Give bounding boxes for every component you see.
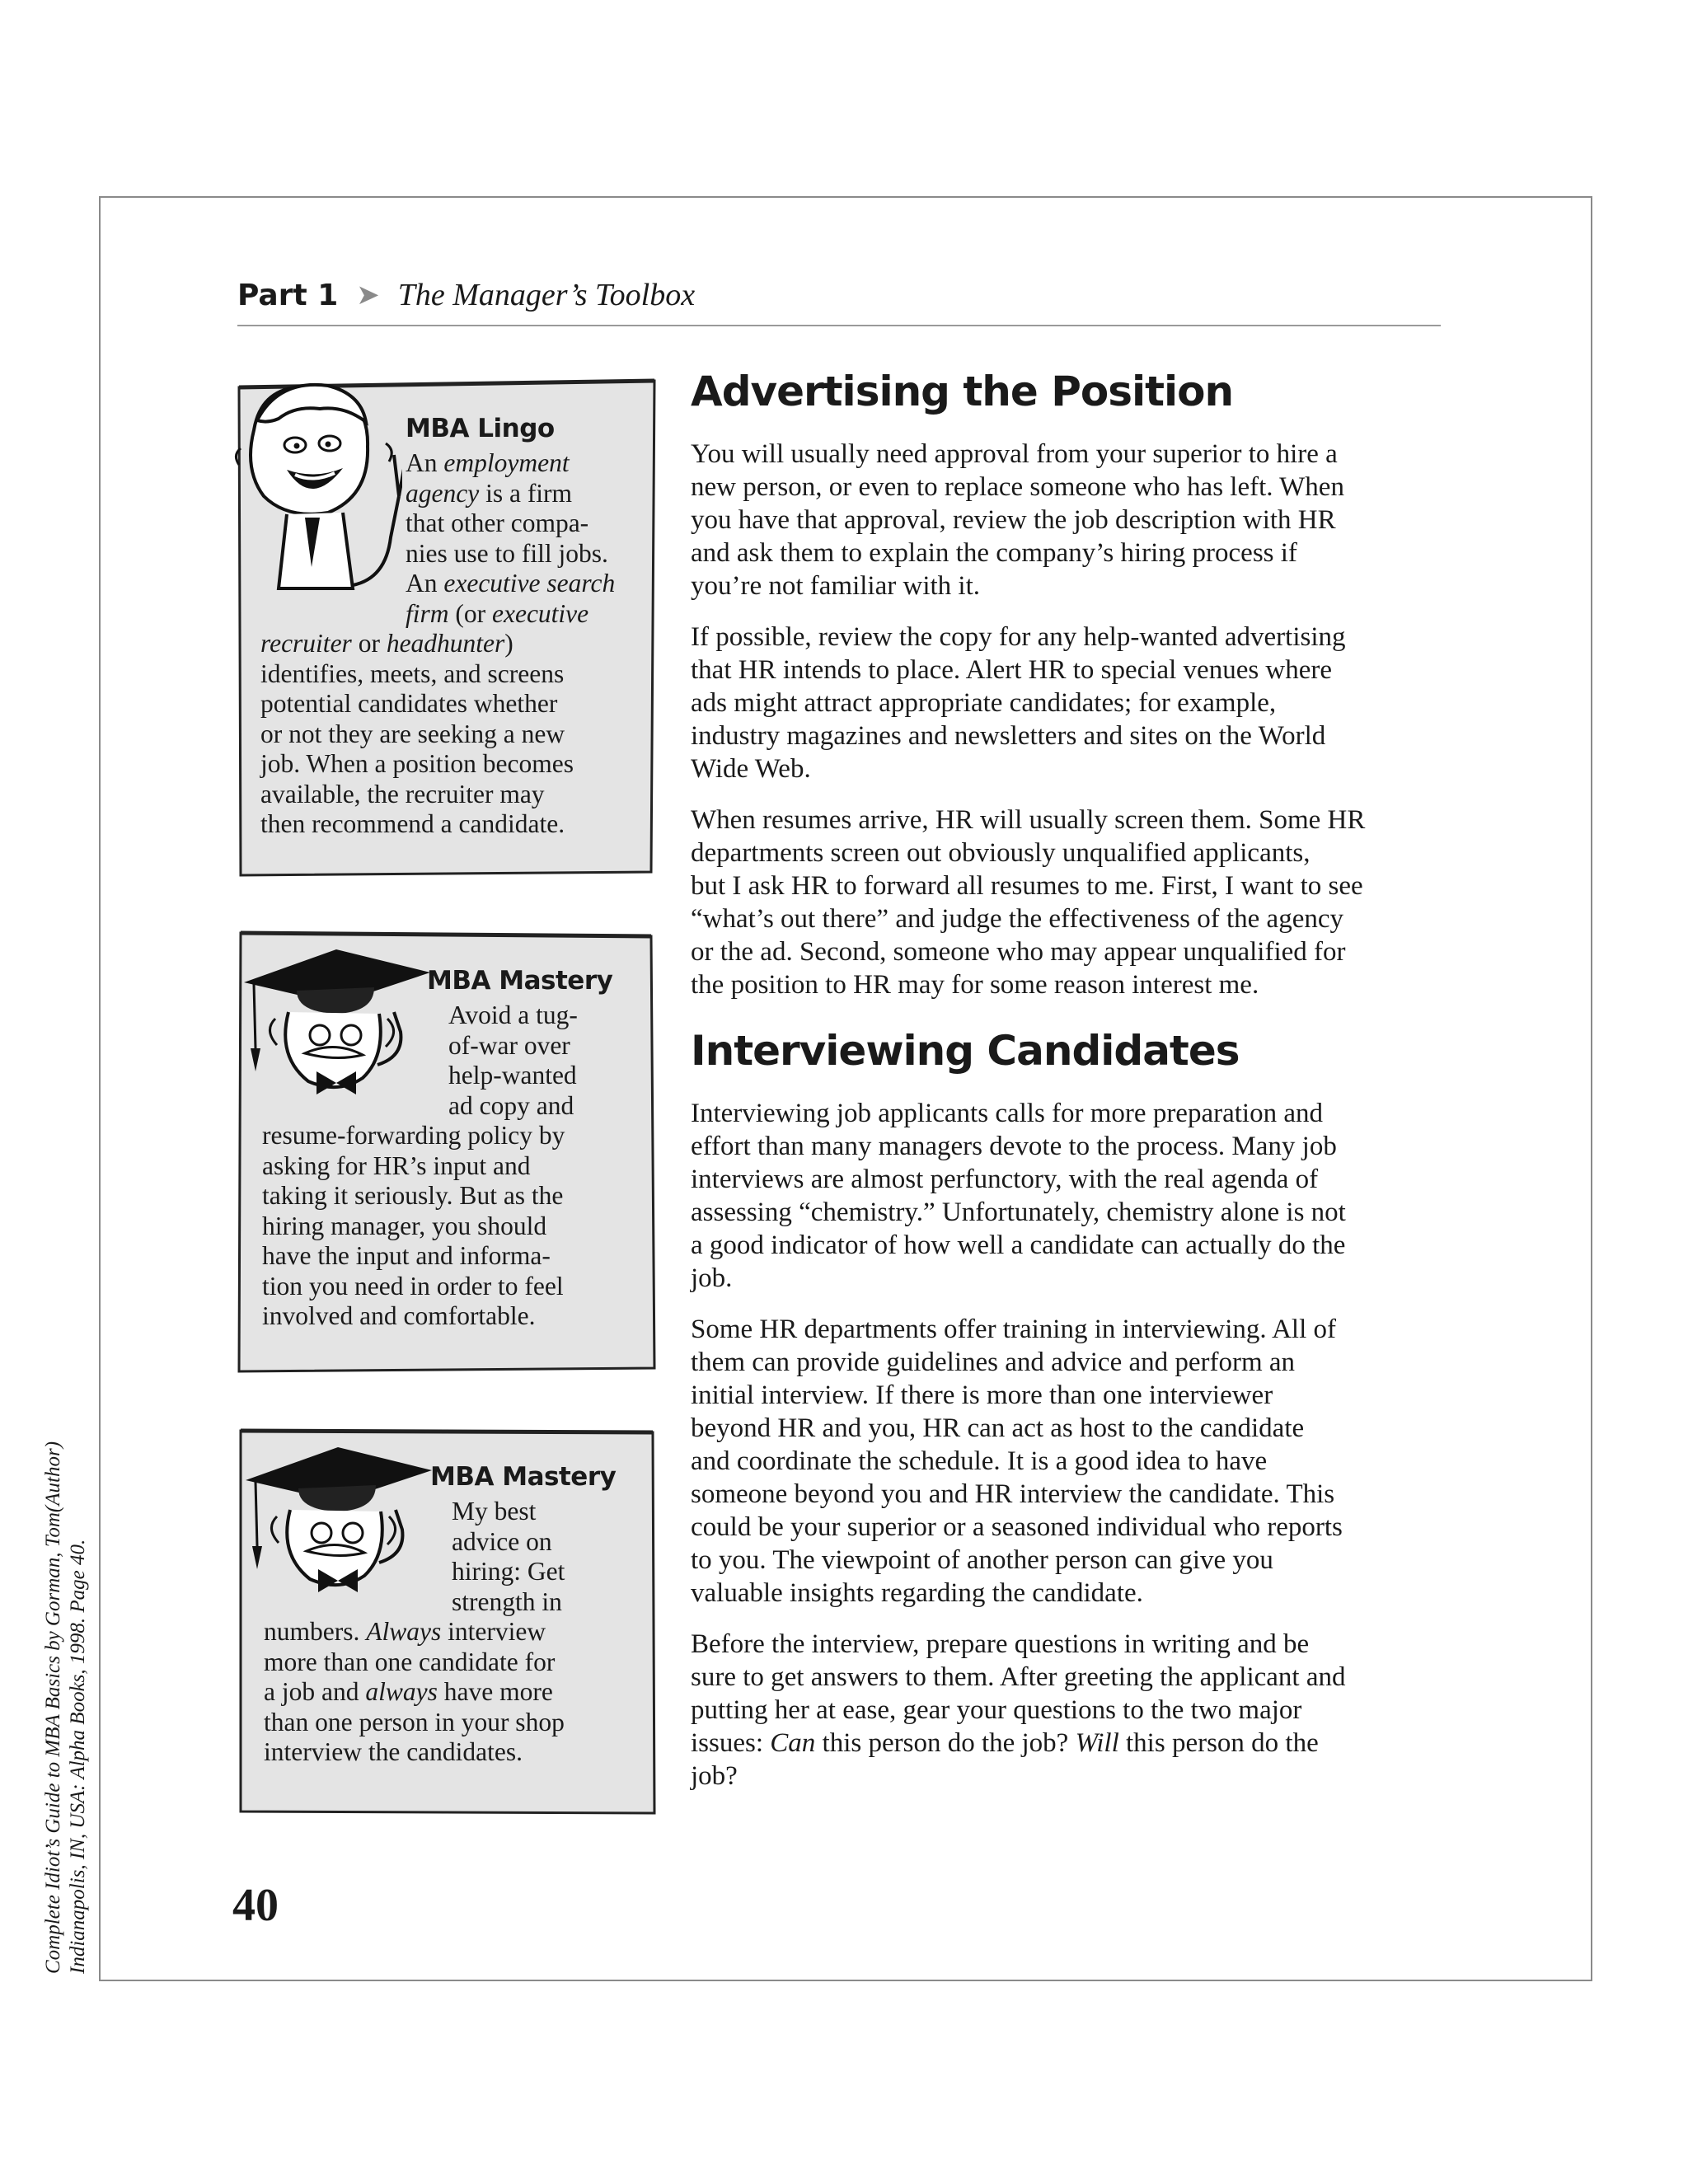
text-line: someone beyond you and HR interview the candidate. This xyxy=(691,1479,1335,1509)
text-line: than one person in your shop xyxy=(264,1707,565,1736)
text-line: An executive search xyxy=(406,569,616,598)
text-line: effort than many managers devote to the process. Many job xyxy=(691,1132,1337,1161)
text-line: you’re not familiar with it. xyxy=(691,571,980,601)
text-line: departments screen out obviously unqualified applicants, xyxy=(691,838,1311,868)
section-heading: Interviewing Candidates xyxy=(691,1027,1240,1075)
text-line: valuable insights regarding the candidate. xyxy=(691,1578,1143,1608)
text-line: interviews are almost perfunctory, with the real agenda of xyxy=(691,1165,1319,1194)
text-line: If possible, review the copy for any help-wanted advertising xyxy=(691,622,1346,652)
paragraph xyxy=(691,1097,1449,1295)
text-line: hiring manager, you should xyxy=(262,1211,547,1240)
text-line: involved and comfortable. xyxy=(262,1301,536,1330)
text-line: available, the recruiter may xyxy=(260,779,545,808)
text-line: Interviewing job applicants calls for more preparation and xyxy=(691,1099,1323,1128)
text-line: numbers. Always interview xyxy=(264,1617,546,1646)
text-line: to you. The viewpoint of another person can give you xyxy=(691,1545,1273,1575)
paragraph xyxy=(691,438,1449,602)
text-line: industry magazines and newsletters and sites on the World xyxy=(691,721,1326,751)
paragraph xyxy=(691,1628,1449,1793)
text-line: hiring: Get xyxy=(452,1557,565,1586)
text-line: job? xyxy=(691,1761,738,1791)
text-line: beyond HR and you, HR can act as host to the candidate xyxy=(691,1413,1305,1443)
page-number: 40 xyxy=(232,1880,279,1931)
section-heading: Advertising the Position xyxy=(691,368,1234,415)
text-line: strength in xyxy=(452,1586,562,1616)
sidebar-body xyxy=(236,1001,656,1332)
text-line: You will usually need approval from your superior to hire a xyxy=(691,439,1338,469)
text-line: firm (or executive xyxy=(406,598,589,628)
text-line: a job and always have more xyxy=(264,1677,553,1706)
text-line: sure to get answers to them. After greeting the applicant and xyxy=(691,1662,1346,1692)
text-line: a good indicator of how well a candidate can actually do the xyxy=(691,1230,1346,1260)
text-line: My best xyxy=(452,1497,537,1526)
text-line: Before the interview, prepare questions in writing and be xyxy=(691,1629,1310,1659)
text-line: issues: Can this person do the job? Will this person do the xyxy=(691,1728,1319,1758)
text-line: identifies, meets, and screens xyxy=(260,658,565,688)
main-column xyxy=(691,367,1449,1811)
running-head xyxy=(237,265,1441,326)
text-line: job. When a position becomes xyxy=(260,749,574,778)
text-line: and ask them to explain the company’s hiring process if xyxy=(691,538,1297,568)
text-line: agency is a firm xyxy=(406,478,573,508)
text-line: putting her at ease, gear your questions to the two major xyxy=(691,1695,1302,1725)
text-line: nies use to fill jobs. xyxy=(406,538,608,568)
text-line: or not they are seeking a new xyxy=(260,719,565,748)
text-line: Wide Web. xyxy=(691,754,811,784)
paragraph xyxy=(691,1313,1449,1610)
text-line: taking it seriously. But as the xyxy=(262,1181,564,1210)
text-line: An employment xyxy=(406,448,570,477)
text-line: interview the candidates. xyxy=(264,1737,523,1766)
sidebar-body xyxy=(236,1497,656,1768)
paragraph xyxy=(691,804,1449,1001)
text-line: new person, or even to replace someone who has left. When xyxy=(691,472,1344,502)
source-credit-line: Complete Idiot’s Guide to MBA Basics by Gorman, Tom(Author) xyxy=(42,1441,64,1974)
sidebar-title: MBA Lingo xyxy=(406,414,555,443)
text-line: them can provide guidelines and advice and perform an xyxy=(691,1347,1296,1377)
sidebar-mba-mastery-2 xyxy=(236,1424,656,1818)
text-line: you have that approval, review the job description with HR xyxy=(691,505,1336,535)
sidebar-mba-lingo xyxy=(236,377,656,879)
text-line: that other compa- xyxy=(406,509,589,537)
text-line: job. xyxy=(691,1263,733,1293)
text-line: advice on xyxy=(452,1526,552,1556)
text-line: Avoid a tug- xyxy=(448,1001,578,1029)
text-line: recruiter or headhunter) xyxy=(260,629,513,658)
sidebar-title: MBA Mastery xyxy=(430,1462,617,1492)
source-credit xyxy=(41,1323,91,1974)
text-line: tion you need in order to feel xyxy=(262,1271,564,1301)
source-credit-line: Indianapolis, IN, USA: Alpha Books, 1998. Page 40. xyxy=(67,1539,89,1974)
text-line: or the ad. Second, someone who may appear unqualified for xyxy=(691,937,1346,967)
text-line: have the input and informa- xyxy=(262,1241,551,1270)
sidebar-title: MBA Mastery xyxy=(427,966,613,996)
text-line: the position to HR may for some reason interest me. xyxy=(691,970,1259,1000)
text-line: more than one candidate for xyxy=(264,1647,556,1676)
text-line: of-war over xyxy=(448,1030,570,1060)
text-line: then recommend a candidate. xyxy=(260,809,565,838)
sidebar-body xyxy=(236,448,656,840)
text-line: and coordinate the schedule. It is a good idea to have xyxy=(691,1446,1268,1476)
text-line: initial interview. If there is more than one interviewer xyxy=(691,1380,1273,1410)
text-line: could be your superior or a seasoned individual who reports xyxy=(691,1512,1343,1542)
text-line: assessing “chemistry.” Unfortunately, chemistry alone is not xyxy=(691,1197,1346,1227)
text-line: resume-forwarding policy by xyxy=(262,1121,565,1150)
text-line: When resumes arrive, HR will usually screen them. Some HR xyxy=(691,805,1366,835)
text-line: Some HR departments offer training in interviewing. All of xyxy=(691,1315,1336,1344)
paragraph xyxy=(691,621,1449,785)
arrow-icon: ➤ xyxy=(356,279,380,312)
text-line: but I ask HR to forward all resumes to me. First, I want to see xyxy=(691,871,1363,901)
text-line: ads might attract appropriate candidates; for example, xyxy=(691,688,1277,718)
text-line: potential candidates whether xyxy=(260,689,558,718)
sidebar-mba-mastery-1 xyxy=(236,926,656,1375)
text-line: help-wanted xyxy=(448,1061,577,1090)
text-line: that HR intends to place. Alert HR to special venues where xyxy=(691,655,1333,685)
text-line: “what’s out there” and judge the effectiveness of the agency xyxy=(691,904,1343,934)
running-head-title: The Manager’s Toolbox xyxy=(397,278,696,312)
text-line: asking for HR’s input and xyxy=(262,1151,531,1180)
running-head-part: Part 1 xyxy=(237,278,339,312)
text-line: ad copy and xyxy=(448,1090,574,1120)
